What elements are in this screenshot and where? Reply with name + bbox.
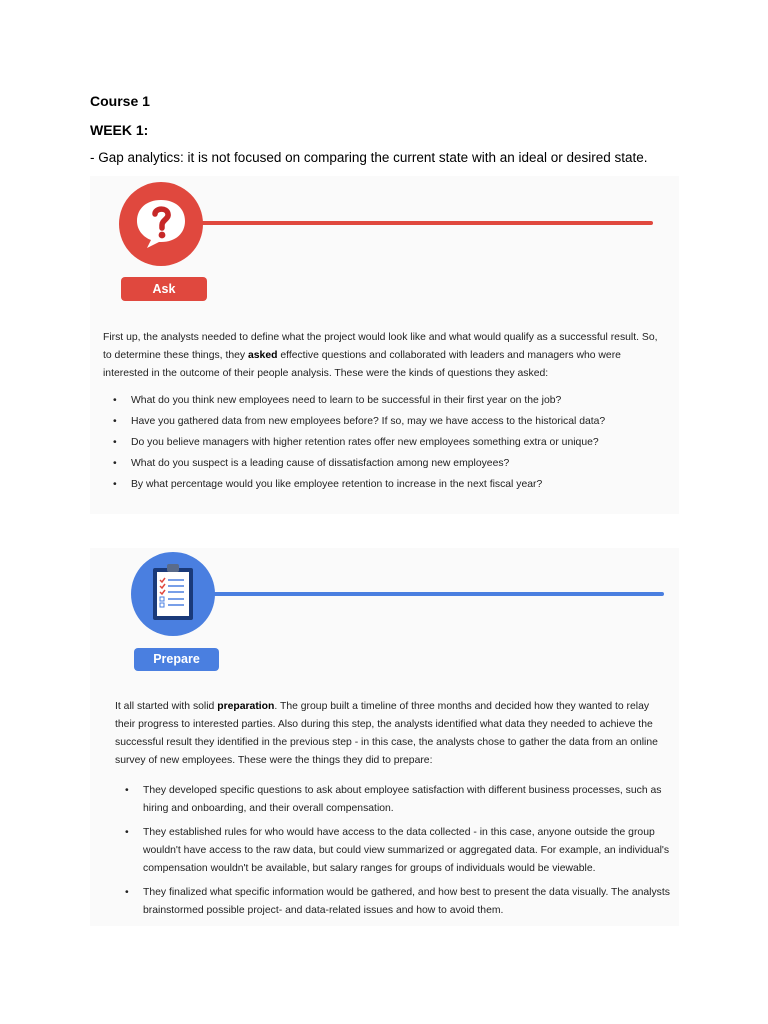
list-item: • What do you suspect is a leading cause of dissatisfaction among new employees? (103, 458, 668, 469)
week-heading: WEEK 1: (90, 122, 149, 138)
list-item: • Have you gathered data from new employees before? If so, may we have access to the historical data? (103, 416, 668, 427)
list-item: • What do you think new employees need to learn to be successful in their first year on the job? (103, 395, 668, 406)
ask-timeline-line (200, 221, 653, 225)
prepare-intro: It all started with solid preparation. The group built a timeline of three months and decided how they wanted to relay their progress to interested parties. Also during this step, the analysts identified what data they needed to achieve the successful result they identified in the previous step - in this case, the analysts chose to gather the data from an online survey of new employees. These were the things they did to prepare: (115, 701, 658, 766)
question-bubble-icon (131, 192, 191, 252)
list-item: • They established rules for who would have access to the data collected - in this case, anyone outside the group wouldn't have access to the raw data, but could view summarized or aggregated data. For example, an individual's compensation wouldn't be available, but salary ranges for groups of individuals would be viewable. (115, 824, 675, 878)
ask-question-list (103, 395, 668, 490)
prepare-badge: Prepare (134, 648, 219, 671)
gap-analytics-note: - Gap analytics: it is not focused on comparing the current state with an ideal or desired state. (90, 150, 648, 165)
list-item: • They finalized what specific information would be gathered, and how best to present the data visually. The analysts brainstormed possible project- and data-related issues and how to avoid them. (115, 884, 675, 920)
ask-badge: Ask (121, 277, 207, 301)
list-item: • Do you believe managers with higher retention rates offer new employees something extra or unique? (103, 437, 668, 448)
course-heading: Course 1 (90, 93, 150, 109)
prepare-section (90, 548, 679, 926)
list-item: • By what percentage would you like employee retention to increase in the next fiscal year? (103, 479, 668, 490)
list-item: • They developed specific questions to ask about employee satisfaction with different business processes, such as hiring and onboarding, and their overall compensation. (115, 782, 675, 818)
prepare-timeline-line (212, 592, 664, 596)
clipboard-checklist-icon (151, 564, 195, 622)
ask-intro: First up, the analysts needed to define what the project would look like and what would qualify as a successful result. So, to determine these things, they asked effective questions and collaborated with leaders and managers who were interested in the outcome of their people analysis. These were the kinds of questions they asked: (103, 332, 658, 379)
ask-section (90, 176, 679, 514)
prepare-item-list (115, 782, 675, 920)
